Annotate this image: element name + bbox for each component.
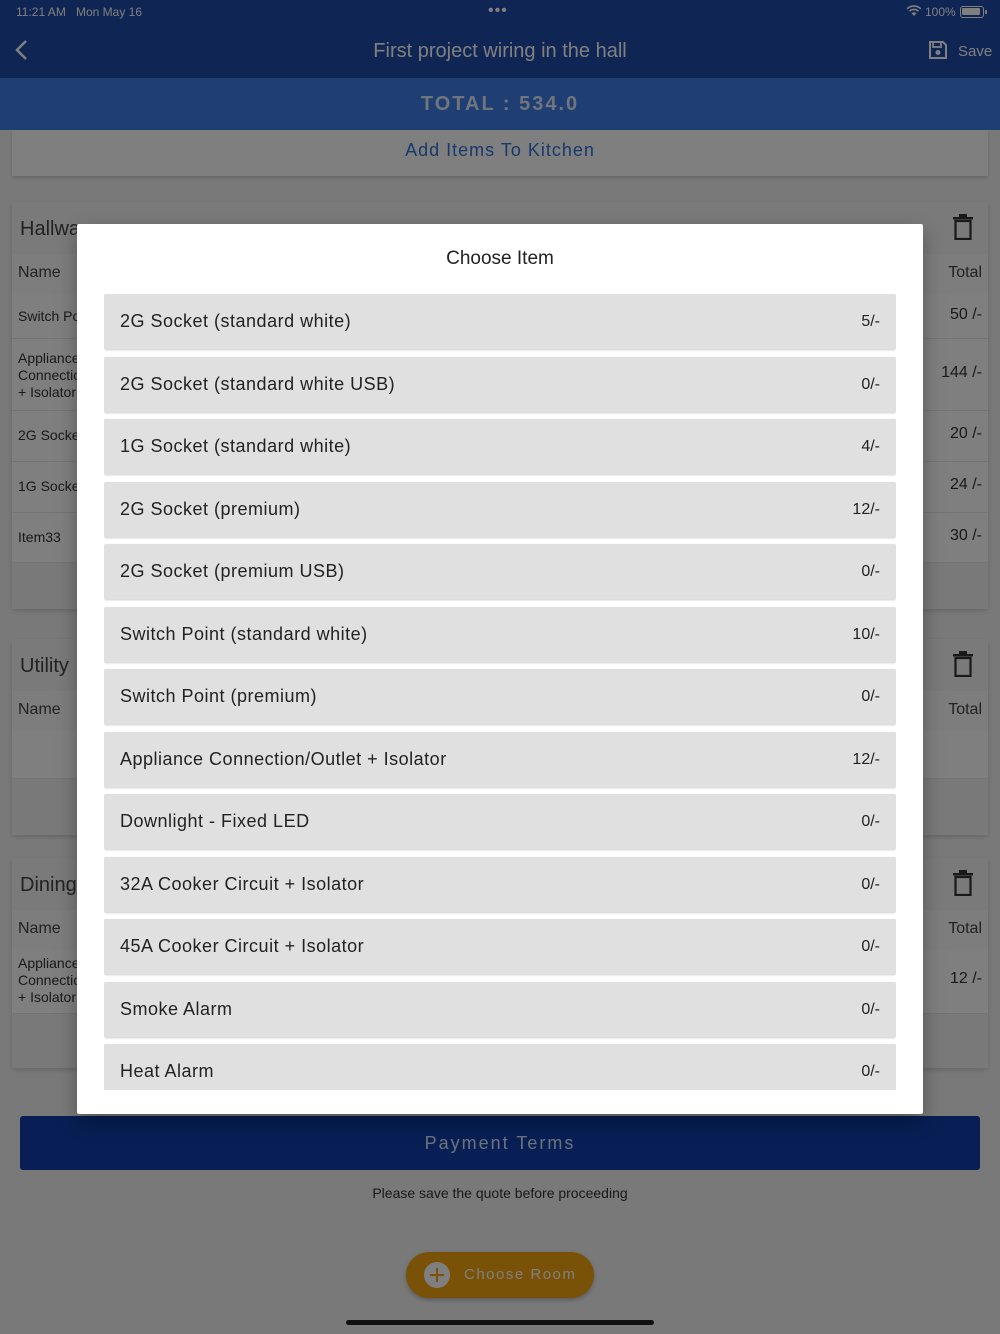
item-name: 45A Cooker Circuit + Isolator: [120, 936, 365, 956]
item-option[interactable]: [104, 419, 896, 474]
item-name: 1G Socket (standard white): [120, 436, 352, 456]
home-indicator[interactable]: [346, 1320, 654, 1325]
item-price: 0/-: [861, 1063, 880, 1080]
item-price: 0/-: [861, 875, 880, 893]
item-name: Switch Point (standard white): [120, 623, 368, 644]
item-name: Heat Alarm: [120, 1061, 215, 1081]
item-price: 12/-: [852, 500, 880, 518]
item-option[interactable]: [104, 732, 896, 787]
item-price: 10/-: [852, 625, 880, 643]
item-price: 0/-: [861, 688, 880, 705]
item-option[interactable]: [104, 794, 896, 849]
item-name: Switch Point (premium): [120, 686, 318, 706]
item-option[interactable]: [104, 669, 896, 724]
item-name: Downlight - Fixed LED: [120, 811, 310, 831]
item-price: 0/-: [861, 1000, 880, 1018]
choose-item-dialog: [77, 224, 923, 1114]
item-price: 0/-: [861, 938, 880, 955]
item-price: 0/-: [861, 813, 880, 830]
item-option[interactable]: [104, 544, 896, 599]
item-name: Appliance Connection/Outlet + Isolator: [120, 748, 447, 769]
item-option[interactable]: [104, 482, 896, 537]
item-price: 0/-: [861, 563, 880, 580]
item-option[interactable]: [104, 982, 896, 1037]
item-name: 2G Socket (standard white USB): [120, 373, 396, 394]
item-option[interactable]: [104, 919, 896, 974]
item-name: Smoke Alarm: [120, 998, 233, 1019]
item-list[interactable]: [104, 294, 896, 1090]
item-option[interactable]: [104, 357, 896, 412]
item-name: 2G Socket (premium): [120, 498, 301, 519]
item-price: 0/-: [861, 375, 880, 393]
item-option[interactable]: [104, 607, 896, 662]
item-name: 2G Socket (standard white): [120, 311, 352, 331]
item-option[interactable]: [104, 294, 896, 349]
item-name: 32A Cooker Circuit + Isolator: [120, 873, 365, 894]
item-option[interactable]: [104, 1044, 896, 1090]
dialog-title: Choose Item: [446, 248, 554, 269]
item-price: 5/-: [861, 313, 880, 330]
item-option[interactable]: [104, 857, 896, 912]
item-price: 4/-: [861, 438, 880, 455]
item-price: 12/-: [852, 750, 880, 768]
item-name: 2G Socket (premium USB): [120, 561, 345, 581]
